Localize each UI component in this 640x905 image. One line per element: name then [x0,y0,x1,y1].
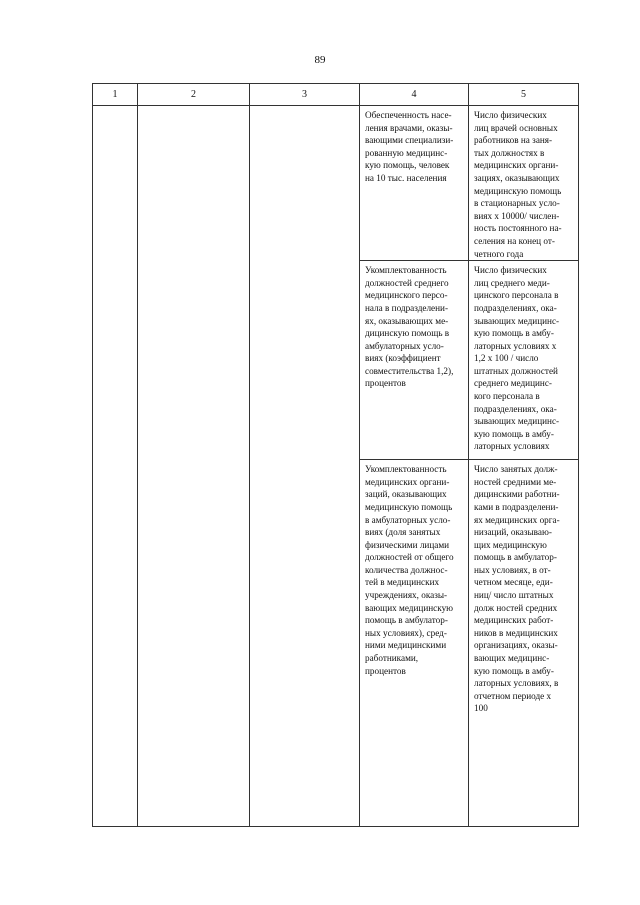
formula-cell [469,460,579,827]
formula-text: Число физических лиц врачей основных работников на заня- тых должностях в медицинских органи- зациях, оказывающих медицинскую помощь в стационарных усло- виях х 10000/ числен- ность постоянного на- селения на конец от- четного года [474,110,562,259]
column-header-3: 3 [250,84,360,106]
indicator-text: Укомплектованность должностей среднего медицинского персо- нала в подразделени- ях, оказывающих ме- дицинскую помощь в амбулаторных усло- виях (коэффициент совместительства 1,2), процентов [365,265,454,389]
column-3-cell [250,106,360,827]
table-header-row [93,84,579,106]
column-header-5: 5 [469,84,579,106]
column-1-cell [93,106,138,827]
indicator-table [92,83,579,827]
indicator-cell [360,106,469,261]
column-header-1: 1 [93,84,138,106]
indicator-text: Укомплектованность медицинских органи- заций, оказывающих медицинскую помощь в амбулаторных усло- виях (доля занятых физическими лицами должностей от общего количества должнос- тей в медицинских учреждениях, оказы- вающих медицинскую помощь в амбулатор- ных условиях), сред- ними медицинскими работниками, процентов [365,464,454,676]
indicator-cell [360,460,469,827]
formula-text: Число занятых долж- ностей средними ме- дицинскими работни- ками в подразделени- ях медицинских орга- низаций, оказываю- щих медицинскую помощь в амбулатор- ных условиях, в от- четном месяце, еди- ниц/ число штатных долж ностей средних медицинских работ- ников в медицинских организациях, оказы- вающих медицинс- кую помощь в амбу- латорных условиях, в отчетном периоде х 100 [474,464,560,714]
page-number: 89 [314,54,326,66]
indicator-text: Обеспеченность насе- ления врачами, оказы- вающими специализи- рованную медицинс- кую помощь, человек на 10 тыс. населения [365,110,454,183]
formula-text: Число физических лиц среднего меди- цинского персонала в подразделениях, ока- зывающих медицинс- кую помощь в амбу- латорных условиях х 1,2 х 100 / число штатных должностей среднего медицинс- кого персонала в подразделениях, ока- зывающих медицинс- кую помощь в амбу- латорных условиях [474,265,560,452]
table-row [93,106,579,261]
column-header-4: 4 [360,84,469,106]
indicator-cell [360,261,469,460]
formula-cell [469,261,579,460]
column-2-cell [138,106,250,827]
formula-cell [469,106,579,261]
column-header-2: 2 [138,84,250,106]
